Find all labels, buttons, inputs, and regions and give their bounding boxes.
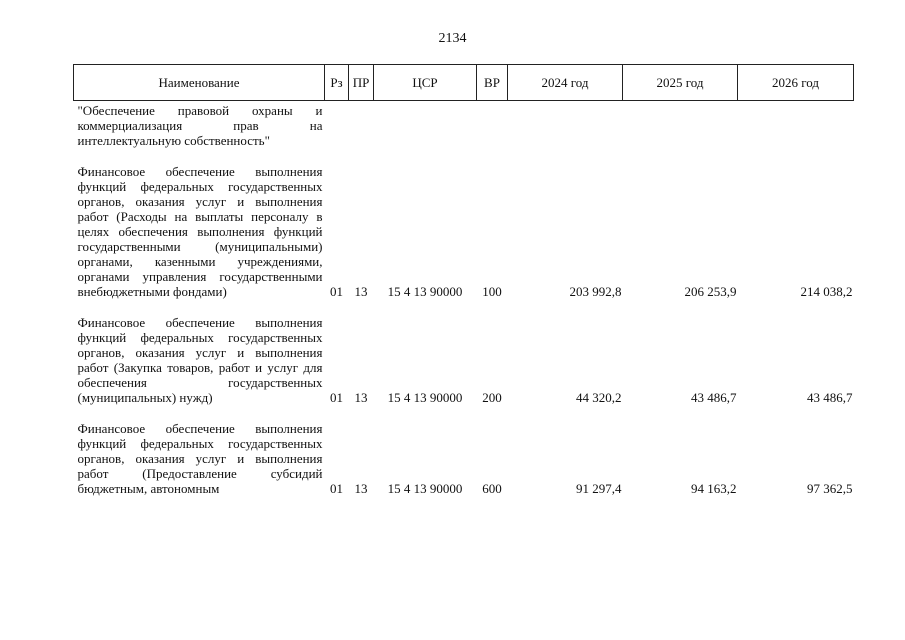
row-vr xyxy=(477,101,508,149)
row-vr: 200 xyxy=(482,390,502,405)
row-rz: 01 xyxy=(330,481,343,496)
table-header-row xyxy=(74,65,854,101)
row-pr: 13 xyxy=(354,284,368,299)
row-spacer xyxy=(74,405,854,419)
row-rz: 01 xyxy=(330,390,343,405)
row-name: Финансовое обеспечение выполнения функций федеральных государственных органов, оказания услуг и выполнения работ (Предоставление субсидий бюджетным, автономным xyxy=(77,421,323,496)
row-2025: 43 486,7 xyxy=(691,390,737,405)
row-csr xyxy=(374,101,477,149)
row-2026 xyxy=(738,101,854,149)
row-2024 xyxy=(508,101,623,149)
table-row xyxy=(74,162,854,299)
row-name: Финансовое обеспечение выполнения функций федеральных государственных органов, оказания услуг и выполнения работ (Расходы на выплаты персоналу в целях обеспечения выполнения функций государственными (муниципальными) органами, казенными учреждениями, органами управления государственными внебюджетными фондами) xyxy=(77,164,323,299)
table-row xyxy=(74,101,854,149)
row-pr xyxy=(349,101,374,149)
header-pr: ПР xyxy=(349,65,374,101)
row-2025 xyxy=(623,101,738,149)
row-pr: 13 xyxy=(354,390,368,405)
row-2024: 203 992,8 xyxy=(569,284,622,299)
page-number: 2134 xyxy=(438,31,467,46)
row-2024: 44 320,2 xyxy=(576,390,622,405)
row-rz: 01 xyxy=(330,284,343,299)
table-row xyxy=(74,313,854,405)
row-pr: 13 xyxy=(354,481,368,496)
row-vr: 100 xyxy=(482,284,502,299)
row-vr: 600 xyxy=(482,481,502,496)
row-csr: 15 4 13 90000 xyxy=(387,284,463,299)
row-2026: 214 038,2 xyxy=(800,284,853,299)
header-name: Наименование xyxy=(74,65,325,101)
header-2024: 2024 год xyxy=(508,65,623,101)
row-2024: 91 297,4 xyxy=(576,481,622,496)
row-spacer xyxy=(74,299,854,313)
row-spacer xyxy=(74,148,854,162)
row-2025: 94 163,2 xyxy=(691,481,737,496)
row-name: Финансовое обеспечение выполнения функций федеральных государственных органов, оказания услуг и выполнения работ (Закупка товаров, работ и услуг для обеспечения государственных (муниципальных) нужд) xyxy=(77,315,323,405)
row-rz xyxy=(325,101,349,149)
row-2026: 43 486,7 xyxy=(807,390,853,405)
header-rz: Рз xyxy=(325,65,349,101)
header-csr: ЦСР xyxy=(374,65,477,101)
table-row xyxy=(74,419,854,496)
row-name: "Обеспечение правовой охраны и коммерциализация прав на интеллектуальную собственность" xyxy=(77,103,323,148)
header-2025: 2025 год xyxy=(623,65,738,101)
header-vr: ВР xyxy=(477,65,508,101)
row-csr: 15 4 13 90000 xyxy=(387,481,463,496)
header-2026: 2026 год xyxy=(738,65,854,101)
row-2026: 97 362,5 xyxy=(807,481,853,496)
row-csr: 15 4 13 90000 xyxy=(387,390,463,405)
row-2025: 206 253,9 xyxy=(684,284,737,299)
budget-table xyxy=(73,64,854,496)
